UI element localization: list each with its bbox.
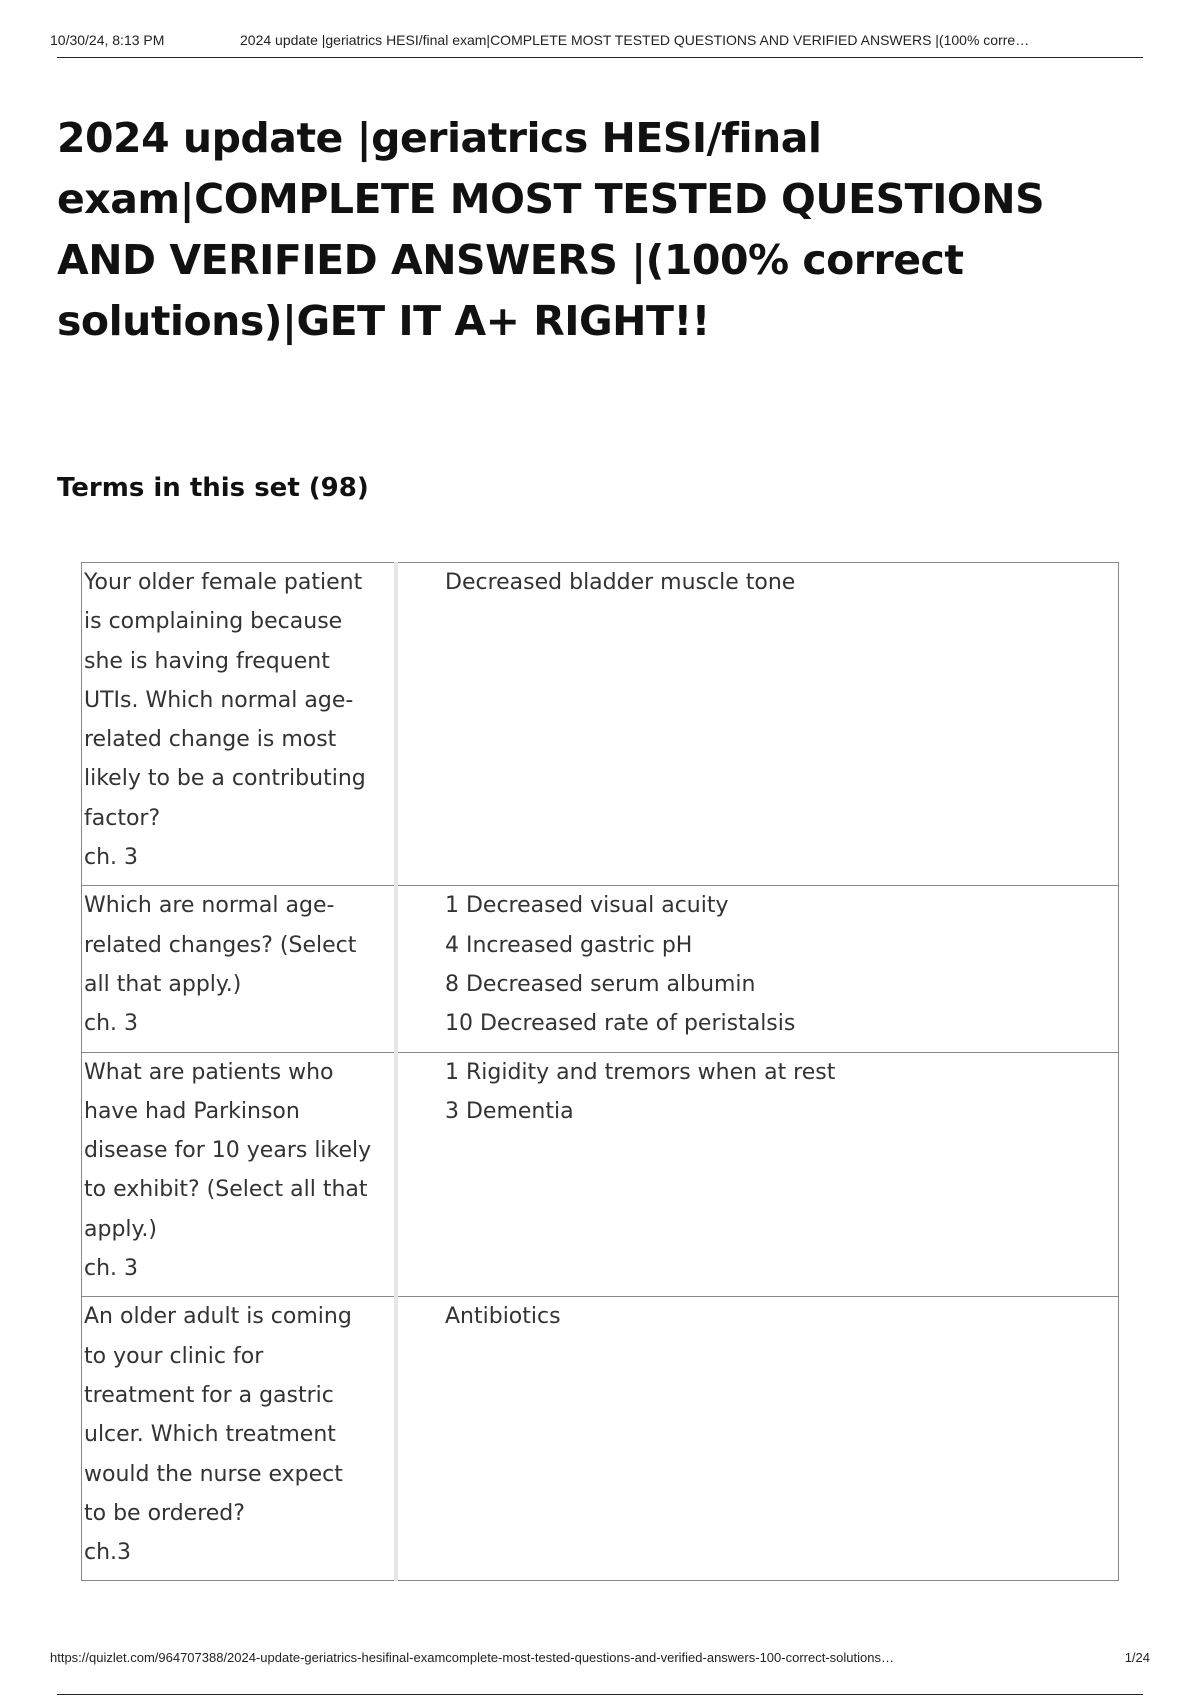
term-question-line: all that apply.) — [84, 971, 242, 997]
term-question — [82, 886, 397, 1052]
header-divider — [57, 57, 1143, 58]
term-answer-line: 8 Decreased serum albumin — [445, 971, 756, 997]
term-question-line: ch.3 — [84, 1540, 132, 1566]
term-row — [82, 1297, 1119, 1581]
term-question-line: ulcer. Which treatment — [84, 1422, 336, 1448]
term-question — [82, 1297, 397, 1581]
term-question-line: What are patients who — [84, 1059, 334, 1085]
page-number: 1/24 — [1124, 1650, 1150, 1665]
print-footer — [50, 1650, 1150, 1670]
term-question-line: would the nurse expect — [84, 1461, 343, 1487]
term-question-line: An older adult is coming — [84, 1304, 352, 1330]
term-question-line: UTIs. Which normal age- — [84, 687, 354, 713]
term-question-line: related change is most — [84, 727, 337, 753]
terms-heading: Terms in this set (98) — [57, 473, 369, 503]
term-question-line: factor? — [84, 805, 161, 831]
term-answer-line: 4 Increased gastric pH — [445, 932, 693, 958]
term-question-line: Which are normal age- — [84, 893, 335, 919]
term-question-line: apply.) — [84, 1216, 157, 1242]
term-question-line: likely to be a contributing — [84, 766, 366, 792]
print-date: 10/30/24, 8:13 PM — [50, 32, 165, 48]
term-question — [82, 563, 397, 886]
terms-table — [81, 562, 1119, 1581]
term-answer-line: Antibiotics — [445, 1304, 561, 1330]
term-question — [82, 1052, 397, 1297]
term-answer — [396, 563, 1119, 886]
term-question-line: to exhibit? (Select all that — [84, 1177, 368, 1203]
term-answer — [396, 886, 1119, 1052]
print-url: https://quizlet.com/964707388/2024-update-geriatrics-hesifinal-examcomplete-most-tested-questions-and-verified-answers-100-correct-solutions… — [50, 1650, 894, 1665]
term-question-line: treatment for a gastric — [84, 1382, 334, 1408]
print-doc-title: 2024 update |geriatrics HESI/final exam|COMPLETE MOST TESTED QUESTIONS AND VERIFIED ANSWERS |(100% corre… — [240, 32, 1030, 48]
term-row — [82, 886, 1119, 1052]
terms-table-body — [82, 563, 1119, 1581]
term-answer — [396, 1297, 1119, 1581]
term-question-line: to your clinic for — [84, 1343, 264, 1369]
term-row — [82, 1052, 1119, 1297]
term-question-line: ch. 3 — [84, 1256, 139, 1282]
term-question-line: to be ordered? — [84, 1500, 245, 1526]
term-answer-line: 1 Decreased visual acuity — [445, 893, 729, 919]
footer-divider — [57, 1694, 1143, 1695]
term-row — [82, 563, 1119, 886]
term-answer — [396, 1052, 1119, 1297]
term-answer-line: 1 Rigidity and tremors when at rest — [445, 1059, 836, 1085]
term-question-line: have had Parkinson — [84, 1098, 300, 1124]
term-question-line: ch. 3 — [84, 1011, 139, 1037]
term-answer-line: Decreased bladder muscle tone — [445, 570, 796, 595]
page-title: 2024 update |geriatrics HESI/final exam|COMPLETE MOST TESTED QUESTIONS AND VERIFIED ANSWERS |(100% correct solutions)|GET IT A+ RIGHT!! — [57, 114, 1045, 345]
print-header — [50, 30, 1146, 58]
term-question-line: disease for 10 years likely — [84, 1138, 372, 1164]
term-question-line: is complaining because — [84, 609, 343, 635]
term-question-line: related changes? (Select — [84, 932, 357, 958]
term-question-line: ch. 3 — [84, 845, 139, 871]
term-answer-line: 10 Decreased rate of peristalsis — [445, 1011, 796, 1037]
term-question-line: Your older female patient — [84, 570, 363, 595]
term-answer-line: 3 Dementia — [445, 1098, 574, 1124]
term-question-line: she is having frequent — [84, 648, 330, 674]
